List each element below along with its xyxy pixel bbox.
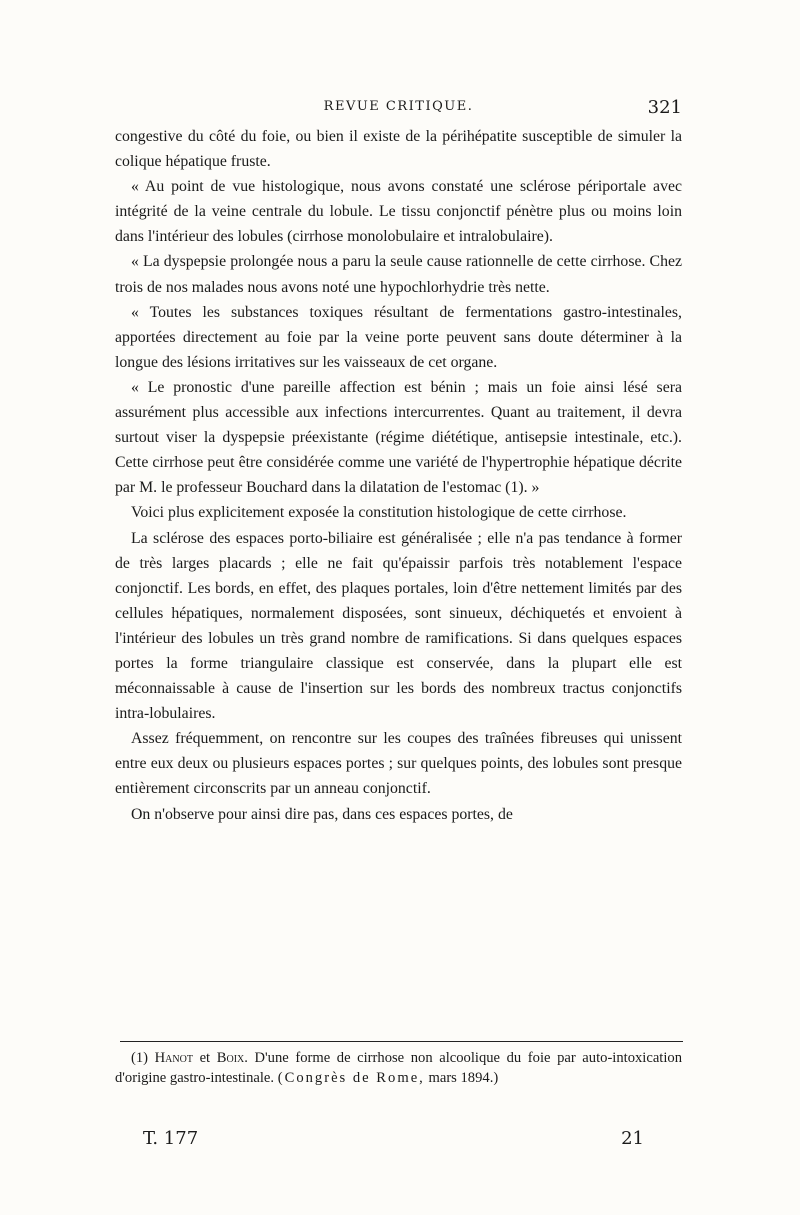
footnote-marker: (1) xyxy=(131,1050,149,1066)
paragraph-1: congestive du côté du foie, ou bien il existe de la périhépatite susceptible de simuler la colique hépatique fruste. xyxy=(115,128,682,171)
paragraph-2: « Au point de vue histologique, nous avons constaté une sclérose périportale avec intégrité de la veine centrale du lobule. Le tissu conjonctif pénètre plus ou moins loin dans l'intérieur des lobules (cirrhose monolobulaire et intralobulaire). xyxy=(115,178,682,246)
running-head: REVUE CRITIQUE. xyxy=(323,99,474,114)
paragraph-9: On n'observe pour ainsi dire pas, dans ces espaces portes, de xyxy=(131,805,513,823)
page-header xyxy=(115,97,682,125)
paragraph-6: Voici plus explicitement exposée la constitution histologique de cette cirrhose. xyxy=(131,504,627,522)
footnote-date: mars 1894.) xyxy=(428,1069,499,1086)
footnote-author-2: Boix. xyxy=(216,1050,248,1066)
footnote-author-1: Hanot xyxy=(154,1050,193,1066)
paragraph-4: « Toutes les substances toxiques résultant de fermentations gastro-intestinales, apportées directement au foie par la veine porte peuvent sans doute déterminer à la longue des lésions irritatives sur les vaisseaux de cet organe. xyxy=(115,303,682,371)
footnotes xyxy=(115,1049,682,1088)
paragraph-3: « La dyspepsie prolongée nous a paru la seule cause rationnelle de cette cirrhose. Chez trois de nos malades nous avons noté une hypochlorhydrie très nette. xyxy=(115,253,682,296)
footnote-conjunction: et xyxy=(199,1050,211,1066)
footnote-title: D'une forme de cirrhose non alcoolique du foie par auto-intoxication d'origine gastro-intestinale. xyxy=(115,1050,683,1086)
footnote-congress: (Congrès de Rome, xyxy=(277,1069,425,1086)
page-number: 321 xyxy=(647,97,682,118)
sheet-number: 21 xyxy=(621,1128,644,1149)
tome-label: T. 177 xyxy=(143,1128,199,1149)
body-text xyxy=(115,124,682,827)
footnote-divider xyxy=(120,1041,683,1042)
page-signature xyxy=(115,1128,682,1158)
footnote-1 xyxy=(115,1049,682,1088)
paragraph-8: Assez fréquemment, on rencontre sur les coupes des traînées fibreuses qui unissent entre eux deux ou plusieurs espaces portes ; sur quelques points, des lobules sont presque entièrement circonscrits par un anneau conjonctif. xyxy=(115,730,682,798)
paragraph-5: « Le pronostic d'une pareille affection est bénin ; mais un foie ainsi lésé sera assurément plus accessible aux infections intercurrentes. Quant au traitement, il devra surtout viser la dyspepsie préexistante (régime diététique, antisepsie intestinale, etc.). Cette cirrhose peut être considérée comme une variété de l'hypertrophie hépatique décrite par M. le professeur Bouchard dans la dilatation de l'estomac (1). » xyxy=(115,378,682,497)
paragraph-7: La sclérose des espaces porto-biliaire est généralisée ; elle n'a pas tendance à former de très larges placards ; elle ne fait qu'épaissir parfois très notablement l'espace conjonctif. Les bords, en effet, des plaques portales, loin d'être nettement limités par des cellules hépatiques, normalement disposées, sont sinueux, déchiquetés et envoient à l'intérieur des lobules un très grand nombre de ramifications. Si dans quelques espaces portes la forme triangulaire classique est conservée, dans la plupart elle est méconnaissable à cause de l'insertion sur les bords des nombreux tractus conjonctifs intra-lobulaires. xyxy=(115,529,682,723)
